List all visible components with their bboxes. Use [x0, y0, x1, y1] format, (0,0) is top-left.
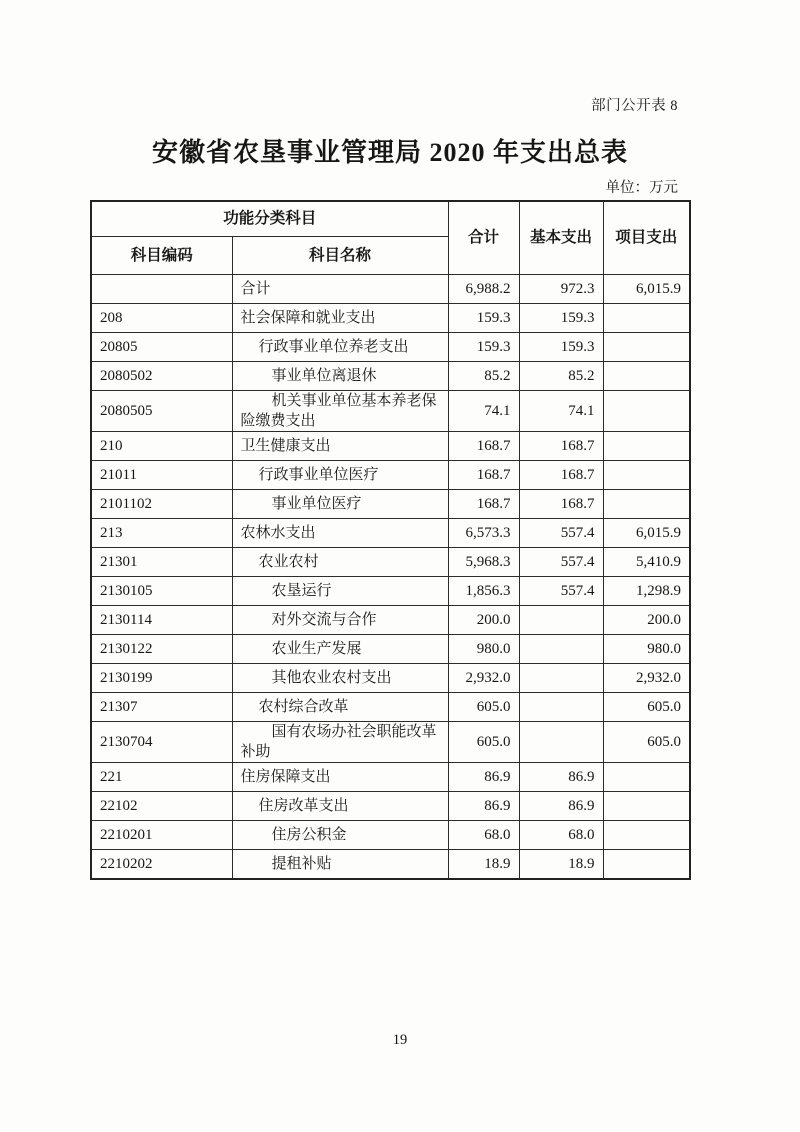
table-row	[91, 792, 690, 821]
table-row	[91, 664, 690, 693]
subject-code-cell: 2130122	[91, 635, 232, 664]
basic-expense-column-header: 基本支出	[519, 201, 603, 275]
basic-expense-value-cell: 85.2	[519, 362, 603, 391]
project-expense-value-cell	[603, 304, 690, 333]
basic-expense-value-cell: 86.9	[519, 792, 603, 821]
table-row	[91, 490, 690, 519]
table-row	[91, 519, 690, 548]
subject-name-cell: 行政事业单位医疗	[232, 461, 448, 490]
table-row	[91, 606, 690, 635]
basic-expense-value-cell: 18.9	[519, 850, 603, 880]
total-value-cell: 2,932.0	[448, 664, 519, 693]
basic-expense-value-cell: 159.3	[519, 304, 603, 333]
total-value-cell: 86.9	[448, 763, 519, 792]
project-expense-value-cell: 1,298.9	[603, 577, 690, 606]
basic-expense-value-cell	[519, 664, 603, 693]
function-category-header: 功能分类科目	[91, 201, 448, 237]
total-value-cell: 6,573.3	[448, 519, 519, 548]
project-expense-value-cell: 5,410.9	[603, 548, 690, 577]
total-value-cell: 168.7	[448, 432, 519, 461]
subject-code-cell: 2210201	[91, 821, 232, 850]
table-row	[91, 821, 690, 850]
total-value-cell: 605.0	[448, 693, 519, 722]
subject-name-cell: 住房保障支出	[232, 763, 448, 792]
project-expense-value-cell: 6,015.9	[603, 519, 690, 548]
subject-code-cell: 2101102	[91, 490, 232, 519]
basic-expense-value-cell: 168.7	[519, 461, 603, 490]
table-body	[91, 275, 690, 880]
project-expense-column-header: 项目支出	[603, 201, 690, 275]
total-value-cell: 980.0	[448, 635, 519, 664]
page-title: 安徽省农垦事业管理局 2020 年支出总表	[151, 138, 628, 167]
subject-name-column-header: 科目名称	[232, 237, 448, 275]
subject-name-cell: 其他农业农村支出	[232, 664, 448, 693]
subject-name-cell: 农林水支出	[232, 519, 448, 548]
total-value-cell: 68.0	[448, 821, 519, 850]
table-row	[91, 461, 690, 490]
total-value-cell: 74.1	[448, 391, 519, 432]
table-row	[91, 635, 690, 664]
project-expense-value-cell	[603, 461, 690, 490]
page-number: 19	[392, 1032, 408, 1048]
subject-code-cell: 21307	[91, 693, 232, 722]
total-value-cell: 168.7	[448, 461, 519, 490]
basic-expense-value-cell	[519, 606, 603, 635]
total-value-cell: 85.2	[448, 362, 519, 391]
table-row	[91, 577, 690, 606]
unit-label: 单位：万元	[605, 180, 678, 196]
header-row-function-category	[91, 201, 690, 237]
total-value-cell: 168.7	[448, 490, 519, 519]
basic-expense-value-cell: 557.4	[519, 577, 603, 606]
subject-name-cell: 行政事业单位养老支出	[232, 333, 448, 362]
project-expense-value-cell	[603, 362, 690, 391]
total-column-header: 合计	[448, 201, 519, 275]
basic-expense-value-cell: 168.7	[519, 432, 603, 461]
subject-name-cell: 事业单位离退休	[232, 362, 448, 391]
project-expense-value-cell	[603, 792, 690, 821]
subject-name-cell: 社会保障和就业支出	[232, 304, 448, 333]
project-expense-value-cell	[603, 763, 690, 792]
document-sheet	[90, 0, 690, 880]
table-row	[91, 362, 690, 391]
subject-code-cell: 2130704	[91, 722, 232, 763]
table-row	[91, 693, 690, 722]
total-value-cell: 5,968.3	[448, 548, 519, 577]
subject-name-cell: 农业生产发展	[232, 635, 448, 664]
total-value-cell: 86.9	[448, 792, 519, 821]
project-expense-value-cell	[603, 333, 690, 362]
basic-expense-value-cell: 972.3	[519, 275, 603, 304]
project-expense-value-cell: 200.0	[603, 606, 690, 635]
subject-name-cell: 国有农场办社会职能改革补助	[232, 722, 448, 763]
basic-expense-value-cell: 159.3	[519, 333, 603, 362]
subject-code-cell: 213	[91, 519, 232, 548]
subject-name-cell: 农业农村	[232, 548, 448, 577]
total-value-cell: 6,988.2	[448, 275, 519, 304]
table-header	[91, 201, 690, 275]
subject-code-cell: 2130114	[91, 606, 232, 635]
table-row	[91, 304, 690, 333]
project-expense-value-cell	[603, 490, 690, 519]
subject-code-cell: 221	[91, 763, 232, 792]
subject-code-cell: 2130199	[91, 664, 232, 693]
table-row	[91, 275, 690, 304]
subject-code-cell: 2080502	[91, 362, 232, 391]
table-row	[91, 391, 690, 432]
table-row	[91, 548, 690, 577]
subject-name-cell: 提租补贴	[232, 850, 448, 880]
expense-summary-table	[90, 200, 691, 880]
subject-code-cell: 22102	[91, 792, 232, 821]
table-row	[91, 763, 690, 792]
subject-name-cell: 农村综合改革	[232, 693, 448, 722]
total-value-cell: 159.3	[448, 304, 519, 333]
subject-name-cell: 对外交流与合作	[232, 606, 448, 635]
subject-code-cell: 20805	[91, 333, 232, 362]
basic-expense-value-cell: 557.4	[519, 548, 603, 577]
subject-name-cell: 住房公积金	[232, 821, 448, 850]
project-expense-value-cell	[603, 821, 690, 850]
subject-name-cell: 住房改革支出	[232, 792, 448, 821]
project-expense-value-cell: 6,015.9	[603, 275, 690, 304]
subject-name-cell: 合计	[232, 275, 448, 304]
basic-expense-value-cell: 557.4	[519, 519, 603, 548]
total-value-cell: 1,856.3	[448, 577, 519, 606]
basic-expense-value-cell: 68.0	[519, 821, 603, 850]
basic-expense-value-cell: 168.7	[519, 490, 603, 519]
total-value-cell: 605.0	[448, 722, 519, 763]
project-expense-value-cell: 980.0	[603, 635, 690, 664]
basic-expense-value-cell: 74.1	[519, 391, 603, 432]
project-expense-value-cell	[603, 432, 690, 461]
table-row	[91, 722, 690, 763]
total-value-cell: 18.9	[448, 850, 519, 880]
basic-expense-value-cell	[519, 722, 603, 763]
subject-code-column-header: 科目编码	[91, 237, 232, 275]
subject-code-cell: 208	[91, 304, 232, 333]
basic-expense-value-cell	[519, 693, 603, 722]
table-row	[91, 333, 690, 362]
basic-expense-value-cell: 86.9	[519, 763, 603, 792]
subject-code-cell: 21301	[91, 548, 232, 577]
project-expense-value-cell: 2,932.0	[603, 664, 690, 693]
project-expense-value-cell: 605.0	[603, 693, 690, 722]
subject-name-cell: 卫生健康支出	[232, 432, 448, 461]
subject-code-cell: 2080505	[91, 391, 232, 432]
form-number-label: 部门公开表 8	[591, 98, 678, 114]
table-row	[91, 432, 690, 461]
project-expense-value-cell	[603, 850, 690, 880]
subject-code-cell	[91, 275, 232, 304]
subject-code-cell: 2210202	[91, 850, 232, 880]
project-expense-value-cell: 605.0	[603, 722, 690, 763]
project-expense-value-cell	[603, 391, 690, 432]
total-value-cell: 159.3	[448, 333, 519, 362]
subject-name-cell: 机关事业单位基本养老保险缴费支出	[232, 391, 448, 432]
subject-name-cell: 农垦运行	[232, 577, 448, 606]
subject-name-cell: 事业单位医疗	[232, 490, 448, 519]
subject-code-cell: 2130105	[91, 577, 232, 606]
subject-code-cell: 21011	[91, 461, 232, 490]
total-value-cell: 200.0	[448, 606, 519, 635]
table-row	[91, 850, 690, 880]
subject-code-cell: 210	[91, 432, 232, 461]
basic-expense-value-cell	[519, 635, 603, 664]
